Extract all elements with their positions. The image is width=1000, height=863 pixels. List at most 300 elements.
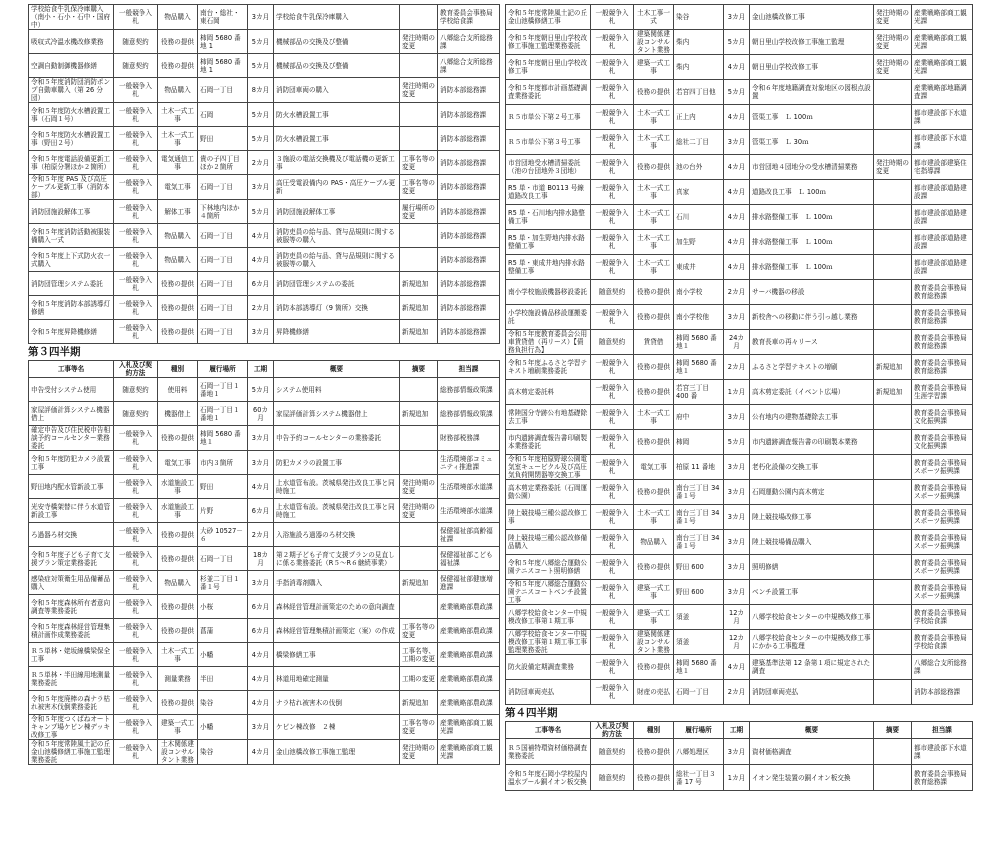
cell-department: 消防本部総務課 [438,127,500,151]
table-row [29,667,500,691]
column-header-note: 摘要 [874,722,912,739]
cell-period: 5カ月 [248,200,274,224]
cell-summary: ケビン棟改修 ２棟 [274,715,400,740]
cell-summary: 道路改良工事 Ｌ 100ｍ [750,180,874,205]
column-header-location: 履行場所 [674,722,724,739]
cell-location: 大砂 10527－６ [198,523,248,547]
cell-note [874,180,912,205]
cell-method: 一般競争入札 [591,605,634,630]
cell-location: 野田 [198,475,248,499]
table-row [506,305,973,330]
table-row [506,30,973,55]
cell-summary: ナラ枯れ被害木の伐倒 [274,691,400,715]
cell-note [400,547,438,571]
cell-summary: 建築基準法第 12 条第１項に規定された調査 [750,655,874,680]
cell-name: 令和５年度八郷総合運動公園テニスコート照明修繕 [506,555,591,580]
cell-name: 八郷学校給食センター中規模改修工事第１期工事工事監理業務委託 [506,630,591,655]
cell-note [400,451,438,475]
cell-method: 一般競争入札 [114,595,158,619]
cell-summary: 昇降機修繕 [274,320,400,344]
q4-header-row [506,722,973,739]
table-row [29,619,500,643]
table-row [506,530,973,555]
cell-type: 役務の提供 [158,547,198,571]
cell-location: 石岡 [198,103,248,127]
cell-note: 工事名等の変更 [400,619,438,643]
cell-name: 令和５年度教育委員会公用車賃貸借（再リース）【債務負担行為】 [506,330,591,355]
cell-period: 4カ月 [724,230,750,255]
cell-location: 若宮四丁目他 [674,80,724,105]
cell-summary: システム使用料 [274,378,400,402]
cell-type: 賃貸借 [634,330,674,355]
cell-name: R5 単・石川地内排水路整備工事 [506,205,591,230]
cell-name: Ｒ５単林・半田線用地測量業務委託 [29,667,114,691]
cell-department: 生活環境部水道課 [438,475,500,499]
cell-name: 令和５年度森林所有者意向調査等業務委託 [29,595,114,619]
cell-note: 工事名等の変更 [400,715,438,740]
cell-period: 4カ月 [248,740,274,765]
cell-department: 教育委員会事務局教育総務課 [912,305,973,330]
table-row [29,5,500,30]
cell-type: 役務の提供 [634,80,674,105]
column-header-period: 工期 [724,722,750,739]
cell-name: Ｒ５市単公下第２号工事 [506,105,591,130]
cell-location: 石岡一丁目１番地１ [198,402,248,426]
cell-period: 3カ月 [248,175,274,200]
cell-location: 小幡 [198,715,248,740]
cell-period: 3カ月 [724,530,750,555]
table-row [29,127,500,151]
table-row [506,330,973,355]
cell-department: 消防本部総務課 [438,200,500,224]
cell-period: 2カ月 [724,280,750,305]
cell-department: 都市建設部道路建設課 [912,205,973,230]
table-row [29,595,500,619]
cell-department: 産業戦略部商工観光課 [438,740,500,765]
cell-summary: 申告予約コールセンターの業務委託 [274,426,400,451]
cell-note [874,430,912,455]
left-top-body [29,5,500,344]
left-column [28,4,499,765]
cell-type: 電気通信工事 [158,151,198,175]
table-row [29,224,500,248]
cell-period: 4カ月 [248,475,274,499]
left-top-table [28,4,500,344]
table-row [29,740,500,765]
cell-period: 60カ月 [248,402,274,426]
cell-type: 使用料 [158,378,198,402]
table-row [29,30,500,54]
cell-note [874,680,912,705]
cell-department: 産業戦略部農政課 [438,619,500,643]
cell-period: 3カ月 [248,571,274,595]
cell-name: 家屋評価計算システム機器借上 [29,402,114,426]
cell-summary: 消防団施設解体工事 [274,200,400,224]
cell-period: 2カ月 [724,680,750,705]
cell-note [874,130,912,155]
table-row [29,296,500,320]
cell-summary: 照明修繕 [750,555,874,580]
cell-name: 令和５年度廃棒の森ナラ枯れ被害木伐倒業務委託 [29,691,114,715]
cell-type: 土木関係建設コンサルタント業務 [158,740,198,765]
cell-location: 南台・総社・東石岡 [198,5,248,30]
cell-type: 財産の売払 [634,680,674,705]
cell-location: 府中 [674,405,724,430]
cell-name: R5 単・加生野地内排水路整備工事 [506,230,591,255]
cell-method: 一般競争入札 [591,680,634,705]
cell-method: 一般競争入札 [114,571,158,595]
table-row [29,475,500,499]
cell-method: 随意契約 [591,765,634,791]
cell-location: 染谷 [198,740,248,765]
cell-note: 発注時期の変更 [400,30,438,54]
cell-location: 杉並二丁目１番１号 [198,571,248,595]
cell-method: 随意契約 [114,378,158,402]
table-row [506,205,973,230]
cell-location: 正上内 [674,105,724,130]
cell-type: 建築関係建設コンサルタント業務 [634,630,674,655]
cell-department: 教育委員会事務局教育総務課 [912,330,973,355]
cell-method: 一般競争入札 [114,499,158,523]
cell-name: 令和５年度消防団消防ポンプ自動車購入（第 26 分団） [29,78,114,103]
cell-type: 役務の提供 [158,30,198,54]
cell-location: 石岡一丁目 [198,320,248,344]
cell-period: 1カ月 [724,380,750,405]
cell-name: 消防団施設解体工事 [29,200,114,224]
cell-period: 1カ月 [724,765,750,791]
table-row [506,355,973,380]
cell-department: 産業戦略部商工観光課 [912,30,973,55]
cell-summary: 朝日里山学校改修工事施工監理 [750,30,874,55]
cell-note [874,605,912,630]
cell-name: 高木剪定業務委託（石岡運動公園） [506,480,591,505]
cell-method: 一般競争入札 [591,55,634,80]
cell-name: R5 単・東成井地内排水路整備工事 [506,255,591,280]
cell-type: 土木工事一式 [634,5,674,30]
cell-summary: 学校給食牛乳保冷庫購入 [274,5,400,30]
cell-note: 発注時期の変更 [874,5,912,30]
q4-table [505,721,973,791]
cell-method: 一般競争入札 [591,630,634,655]
cell-period: 3カ月 [248,715,274,740]
cell-note: 発注時期の変更 [400,499,438,523]
table-row [506,655,973,680]
cell-method: 随意契約 [591,280,634,305]
cell-department: 八郷総合支所総務課 [912,655,973,680]
cell-note: 工事名等の変更 [400,151,438,175]
cell-period: 4カ月 [724,180,750,205]
cell-location: 石岡一丁目 [198,248,248,272]
cell-department: 総務部情報政策課 [438,378,500,402]
cell-method: 随意契約 [591,330,634,355]
cell-note [874,330,912,355]
cell-method: 一般競争入札 [114,643,158,667]
cell-note: 新規追加 [400,571,438,595]
cell-name: 令和５年度防犯カメラ設置工事 [29,451,114,475]
cell-type: 土木一式工事 [634,105,674,130]
cell-note [400,127,438,151]
column-header-department: 担当課 [912,722,973,739]
cell-method: 一般競争入札 [114,127,158,151]
cell-period: 3カ月 [248,5,274,30]
cell-type: 土木一式工事 [634,130,674,155]
cell-period: 3カ月 [724,305,750,330]
cell-location: 柿岡 5680 番地１ [674,330,724,355]
cell-method: 一般競争入札 [114,175,158,200]
cell-method: 一般競争入札 [591,230,634,255]
cell-department: 教育委員会事務局文化振興課 [912,430,973,455]
cell-period: 2カ月 [248,523,274,547]
cell-name: 令和５年度柏原野球公園電気室キュービクル及び高圧気負荷開閉器等交換工事 [506,455,591,480]
cell-type: 役務の提供 [158,296,198,320]
cell-note: 発注時期の変更 [874,155,912,180]
table-row [506,505,973,530]
cell-period: 8カ月 [248,78,274,103]
cell-location: 加生野 [674,230,724,255]
cell-period: 12カ月 [724,605,750,630]
cell-note: 新規追加 [400,320,438,344]
cell-summary: 家屋評価計算システム機器借上 [274,402,400,426]
cell-department: 都市建設部下水道課 [912,105,973,130]
cell-location: 南小学校 [674,280,724,305]
column-header-note: 摘要 [400,361,438,378]
cell-summary: 老朽化設備の交換工事 [750,455,874,480]
cell-type: 役務の提供 [634,765,674,791]
cell-method: 一般競争入札 [591,480,634,505]
cell-summary: 八郷学校給食センターの中規模改修工事にかかる工事監理 [750,630,874,655]
cell-note [874,505,912,530]
right-top-table [505,4,973,705]
table-row [29,691,500,715]
cell-method: 一般競争入札 [114,200,158,224]
cell-note: 工期の変更 [400,667,438,691]
cell-note [874,765,912,791]
cell-summary: 管渠工事 Ｌ 100ｍ [750,105,874,130]
cell-method: 一般競争入札 [591,530,634,555]
cell-department: 教育委員会事務局学校給食課 [912,630,973,655]
cell-name: 市内遺跡調査報告書印刷製本業務委託 [506,430,591,455]
cell-note [874,530,912,555]
cell-method: 一般競争入札 [114,619,158,643]
cell-method: 一般競争入札 [591,405,634,430]
table-row [506,455,973,480]
cell-department: 教育委員会事務局スポーツ振興課 [912,580,973,605]
cell-method: 一般競争入札 [591,580,634,605]
cell-name: Ｒ５単林・姥坂線橋梁保全工事 [29,643,114,667]
cell-method: 一般競争入札 [114,523,158,547]
cell-summary: 排水路整備工事 Ｌ 100ｍ [750,255,874,280]
cell-department: 産業戦略部地籍調査課 [912,80,973,105]
cell-location: 石岡一丁目 [198,224,248,248]
cell-location: 柿岡 [674,430,724,455]
cell-period: 2カ月 [248,296,274,320]
cell-note: 新規追加 [874,355,912,380]
cell-period: 5カ月 [724,430,750,455]
cell-department: 消防本部総務課 [438,320,500,344]
table-row [506,380,973,405]
cell-location: 市内３箇所 [198,451,248,475]
cell-method: 一般競争入札 [114,691,158,715]
cell-department: 都市建設部下水道課 [912,739,973,765]
cell-department: 生活環境部水道課 [438,499,500,523]
cell-name: 防火設備定期調査業務 [506,655,591,680]
cell-period: 3カ月 [724,505,750,530]
cell-method: 随意契約 [114,30,158,54]
cell-department: 産業戦略部農政課 [438,691,500,715]
cell-method: 一般競争入札 [114,667,158,691]
cell-name: 高木剪定委託料 [506,380,591,405]
column-header-name: 工事等名 [29,361,114,378]
cell-note: 新規追加 [400,296,438,320]
cell-location: 八郷処理区 [674,739,724,765]
cell-summary: 公有地内の建物基礎除去工事 [750,405,874,430]
cell-note [874,80,912,105]
cell-name: 令和５年度朝日里山学校改修工事 [506,55,591,80]
table-row [29,248,500,272]
cell-department: 消防本部総務課 [912,680,973,705]
cell-type: 役務の提供 [634,655,674,680]
cell-method: 一般競争入札 [114,248,158,272]
cell-period: 6カ月 [248,499,274,523]
cell-type: 建築一式工事 [634,55,674,80]
cell-note [874,455,912,480]
cell-type: 建築関係建設コンサルタント業務 [634,30,674,55]
cell-name: 光安寺橋架替に伴う水道管新設工事 [29,499,114,523]
cell-period: 3カ月 [248,320,274,344]
cell-name: 令和５年度電話設備更新工事（柏原分署ほか２箇所） [29,151,114,175]
cell-department: 教育委員会事務局学校給食課 [912,605,973,630]
cell-type: 土木一式工事 [634,180,674,205]
cell-location: 石岡一丁目 [198,547,248,571]
cell-note [400,5,438,30]
cell-summary: 高圧受電設備内の PAS・高圧ケーブル更新 [274,175,400,200]
cell-location: 石岡一丁目 [198,296,248,320]
cell-location: 染谷 [674,5,724,30]
cell-method: 一般競争入札 [114,5,158,30]
cell-department: 産業戦略部商工観光課 [912,5,973,30]
right-column [505,4,972,791]
cell-type: 役務の提供 [158,320,198,344]
cell-summary: 機械部品の交換及び整備 [274,54,400,78]
cell-name: 令和５年度朝日里山学校改修工事施工監理業務委託 [506,30,591,55]
cell-department: 保健福祉部健康増進課 [438,571,500,595]
cell-period: 4カ月 [724,655,750,680]
cell-period: 3カ月 [724,480,750,505]
cell-department: 消防本部総務課 [438,103,500,127]
cell-department: 消防本部総務課 [438,248,500,272]
cell-department: 八郷総合支所総務課 [438,54,500,78]
cell-type: 物品購入 [158,248,198,272]
table-row [29,151,500,175]
cell-summary: 防火水槽設置工事 [274,103,400,127]
cell-period: 4カ月 [248,224,274,248]
cell-type: 役務の提供 [634,739,674,765]
cell-method: 随意契約 [591,739,634,765]
cell-summary: 入浴施設ろ過器のろ材交換 [274,523,400,547]
cell-name: 令和５年度つくばねオートキャンプ場ケビン棟デッキ改修工事 [29,715,114,740]
cell-summary: 上水道管布設。茨城県発注改良工事と同時施工 [274,475,400,499]
cell-department: 教育委員会事務局学校給食課 [438,5,500,30]
cell-type: 電気工事 [158,175,198,200]
cell-name: 八郷学校給食センター中規模改修工事第１期工事 [506,605,591,630]
cell-name: 令和５年度森林経営管理集積計画作成業務委託 [29,619,114,643]
cell-method: 一般競争入札 [591,455,634,480]
cell-department: 産業戦略部商工観光課 [912,55,973,80]
cell-type: 解体工事 [158,200,198,224]
cell-location: 柴内 [674,30,724,55]
cell-location: 須釜 [674,630,724,655]
cell-period: 3カ月 [724,580,750,605]
cell-method: 一般競争入札 [591,555,634,580]
cell-location: 南台三丁目 34 番１号 [674,505,724,530]
cell-period: 3カ月 [724,739,750,765]
cell-location: 須釜 [674,605,724,630]
cell-department: 教育委員会事務局スポーツ振興課 [912,555,973,580]
cell-summary: 消防吏員の給与品、貸与品規則に関する被服等の購入 [274,224,400,248]
cell-type: 役務の提供 [158,595,198,619]
cell-name: 令和５年度消防活動被服装備購入一式 [29,224,114,248]
table-row [29,547,500,571]
cell-note [874,230,912,255]
table-row [29,200,500,224]
cell-name: 令和５年度八郷総合運動公園テニスコートベンチ設置工事 [506,580,591,605]
cell-method: 一般競争入札 [114,715,158,740]
cell-type: 役務の提供 [634,155,674,180]
cell-type: 土木一式工事 [634,255,674,280]
cell-name: 常陸国分寺跡公有地基礎除去工事 [506,405,591,430]
table-row [506,180,973,205]
cell-type: 土木一式工事 [634,205,674,230]
column-header-department: 担当課 [438,361,500,378]
cell-note: 新規追加 [400,402,438,426]
cell-name: 小学校施設備品移設運搬委託 [506,305,591,330]
cell-summary: ３施設の電話交換機及び電話機の更新工事 [274,151,400,175]
cell-department: 消防本部総務課 [438,296,500,320]
cell-note: 新規追加 [400,691,438,715]
cell-period: 3カ月 [724,130,750,155]
cell-location: 真家 [674,180,724,205]
cell-method: 一般競争入札 [591,255,634,280]
cell-type: 役務の提供 [158,523,198,547]
cell-department: 教育委員会事務局文化振興課 [912,405,973,430]
cell-period: 5カ月 [248,127,274,151]
cell-period: 4カ月 [724,255,750,280]
cell-location: 野田 [198,127,248,151]
cell-note [874,105,912,130]
cell-name: 令和５年度子ども子育て支援プラン策定業務委託 [29,547,114,571]
cell-location: 小幡 [198,643,248,667]
cell-department: 教育委員会事務局スポーツ振興課 [912,505,973,530]
cell-period: 18カ月 [248,547,274,571]
cell-department: 教育委員会事務局教育総務課 [912,355,973,380]
cell-department: 保健福祉部こども福祉課 [438,547,500,571]
table-row [506,105,973,130]
cell-department: 保健福祉部高齢福祉課 [438,523,500,547]
cell-type: 物品購入 [158,571,198,595]
cell-period: 4カ月 [248,691,274,715]
cell-summary: 陸上競技場改修工事 [750,505,874,530]
cell-name: 令和５年度都市計画基礎調査業務委託 [506,80,591,105]
cell-summary: 教育長車の再々リース [750,330,874,355]
cell-location: 池の台外 [674,155,724,180]
cell-type: 土木一式工事 [634,505,674,530]
cell-department: 産業戦略部農政課 [438,667,500,691]
cell-method: 一般競争入札 [591,105,634,130]
cell-department: 財務部税務課 [438,426,500,451]
cell-period: 24カ月 [724,330,750,355]
cell-name: 南小学校施設機器移設委託 [506,280,591,305]
cell-period: 6カ月 [248,595,274,619]
